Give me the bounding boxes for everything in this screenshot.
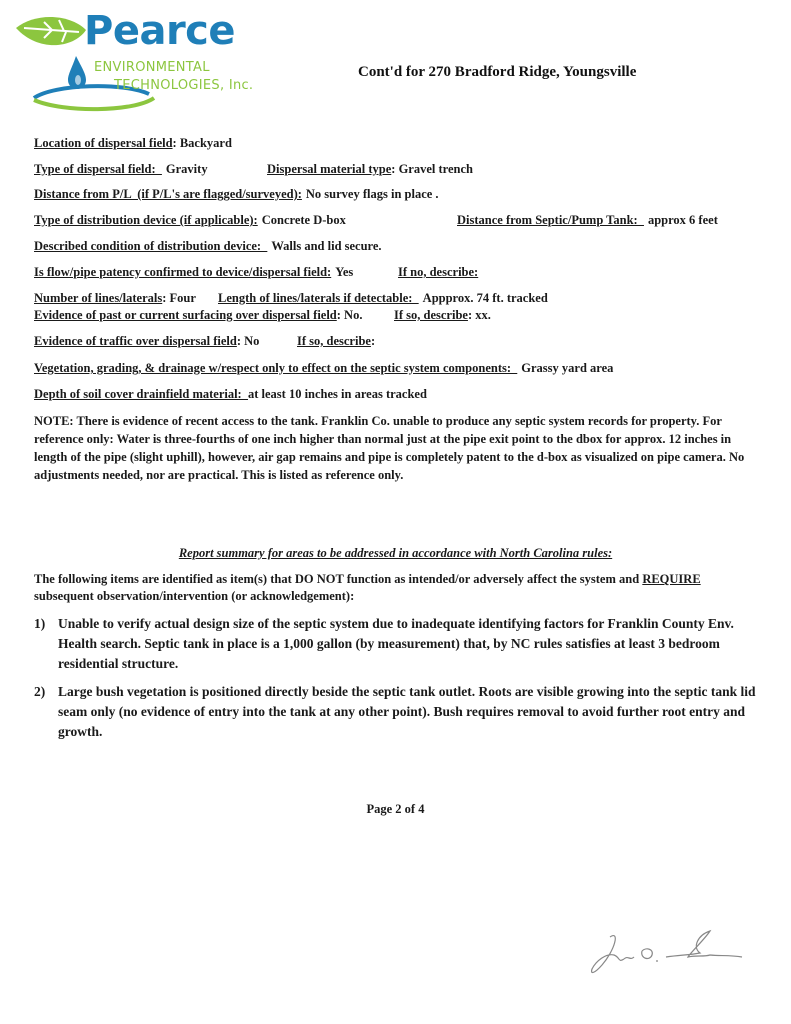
field-lines bbox=[34, 291, 196, 306]
field-label: If so, describe bbox=[394, 308, 468, 322]
field-value: Appprox. 74 ft. tracked bbox=[422, 291, 548, 305]
field-label: Length of lines/laterals if detectable: bbox=[218, 291, 419, 305]
page-number: Page 2 of 4 bbox=[366, 802, 425, 816]
field-label: Vegetation, grading, & drainage w/respect only to effect on the septic system components: bbox=[34, 361, 518, 375]
field-label: Distance from Septic/Pump Tank: bbox=[457, 213, 644, 227]
intro-require: REQUIRE bbox=[642, 572, 701, 586]
field-value: Concrete D-box bbox=[261, 213, 346, 227]
logo-subtitle-line1: ENVIRONMENTAL bbox=[94, 60, 210, 75]
field-distribution-device bbox=[34, 213, 346, 228]
field-surfacing bbox=[34, 308, 362, 323]
field-label: Dispersal material type bbox=[267, 162, 392, 176]
summary-item bbox=[34, 682, 759, 742]
field-value: : Four bbox=[162, 291, 196, 305]
field-dispersal-type bbox=[34, 162, 208, 177]
field-label: Described condition of distribution device: bbox=[34, 239, 268, 253]
note-paragraph: NOTE: There is evidence of recent access to the tank. Franklin Co. unable to produce any septic system records for property. For reference only: Water is three-fourths of one inch higher than normal just at the pipe exit point to the dbox for approx. 12 inches in length of the pipe (slight uphill), however, air gap remains and pipe is completely patent to the d-box as visualized on pipe camera. No adjustments needed, nor are practical. This is listed as reference only. bbox=[34, 414, 745, 482]
field-value: : Gravel trench bbox=[391, 162, 473, 176]
summary-intro bbox=[34, 571, 756, 605]
field-label: Type of distribution device (if applicable): bbox=[34, 213, 258, 227]
field-value: Gravity bbox=[165, 162, 208, 176]
summary-item bbox=[34, 614, 759, 674]
field-distance-tank bbox=[457, 213, 718, 228]
field-value: : No. bbox=[336, 308, 363, 322]
field-value: : No bbox=[236, 334, 260, 348]
field-value: Walls and lid secure. bbox=[271, 239, 382, 253]
item-number: 2) bbox=[34, 684, 46, 699]
field-label: Depth of soil cover drainfield material: bbox=[34, 387, 248, 401]
intro-text-after: subsequent observation/intervention (or acknowledgement): bbox=[34, 589, 355, 603]
field-length bbox=[218, 291, 548, 306]
field-value: Yes bbox=[335, 265, 354, 279]
field-soil-depth bbox=[34, 387, 427, 402]
field-value: No survey flags in place . bbox=[305, 187, 439, 201]
field-value: Grassy yard area bbox=[521, 361, 614, 375]
item-number: 1) bbox=[34, 616, 46, 631]
field-value: : xx. bbox=[467, 308, 491, 322]
field-label: If no, describe: bbox=[398, 265, 479, 279]
logo-wordmark: Pearce bbox=[84, 8, 236, 54]
summary-heading: Report summary for areas to be addressed in accordance with North Carolina rules: bbox=[178, 546, 613, 560]
field-label: Number of lines/laterals bbox=[34, 291, 163, 305]
logo-subtitle-line2: TECHNOLOGIES, Inc. bbox=[114, 78, 254, 93]
field-dispersal-material bbox=[267, 162, 473, 177]
field-label: If so, describe bbox=[297, 334, 371, 348]
field-location bbox=[34, 136, 232, 151]
field-traffic bbox=[34, 334, 259, 349]
field-label: Evidence of traffic over dispersal field bbox=[34, 334, 237, 348]
field-patency bbox=[34, 265, 353, 280]
field-patency-describe bbox=[398, 265, 478, 280]
field-label: Location of dispersal field bbox=[34, 136, 173, 150]
field-value: approx 6 feet bbox=[647, 213, 718, 227]
field-device-condition bbox=[34, 239, 382, 254]
field-value: at least 10 inches in areas tracked bbox=[247, 387, 427, 401]
item-text: Unable to verify actual design size of the septic system due to inadequate identifying factors for Franklin County Env. Health search. Septic tank in place is a 1,000 gallon (by measurement) that, by NC rules satisfies at least 3 bedroom residential structure. bbox=[58, 616, 734, 671]
intro-text: The following items are identified as item(s) that DO NOT function as intended/or adversely affect the system and bbox=[34, 572, 643, 586]
field-value: : Backyard bbox=[172, 136, 232, 150]
field-distance-pl bbox=[34, 187, 439, 202]
field-label: Type of dispersal field: bbox=[34, 162, 162, 176]
field-traffic-describe bbox=[297, 334, 375, 349]
item-text: Large bush vegetation is positioned directly beside the septic tank outlet. Roots are visible growing into the septic tank lid seam only (no evidence of entry into the tank at any other point). Bush requires removal to avoid further root entry and growth. bbox=[58, 684, 756, 739]
field-vegetation bbox=[34, 361, 613, 376]
field-label: Distance from P/L (if P/L's are flagged/surveyed): bbox=[34, 187, 302, 201]
field-label: Evidence of past or current surfacing over dispersal field bbox=[34, 308, 337, 322]
page-title: Cont'd for 270 Bradford Ridge, Youngsville bbox=[358, 64, 637, 80]
company-logo bbox=[14, 8, 264, 118]
field-label: Is flow/pipe patency confirmed to device/dispersal field: bbox=[34, 265, 332, 279]
field-value: : bbox=[370, 334, 376, 348]
signature-image bbox=[580, 925, 750, 985]
field-surfacing-describe bbox=[394, 308, 491, 323]
